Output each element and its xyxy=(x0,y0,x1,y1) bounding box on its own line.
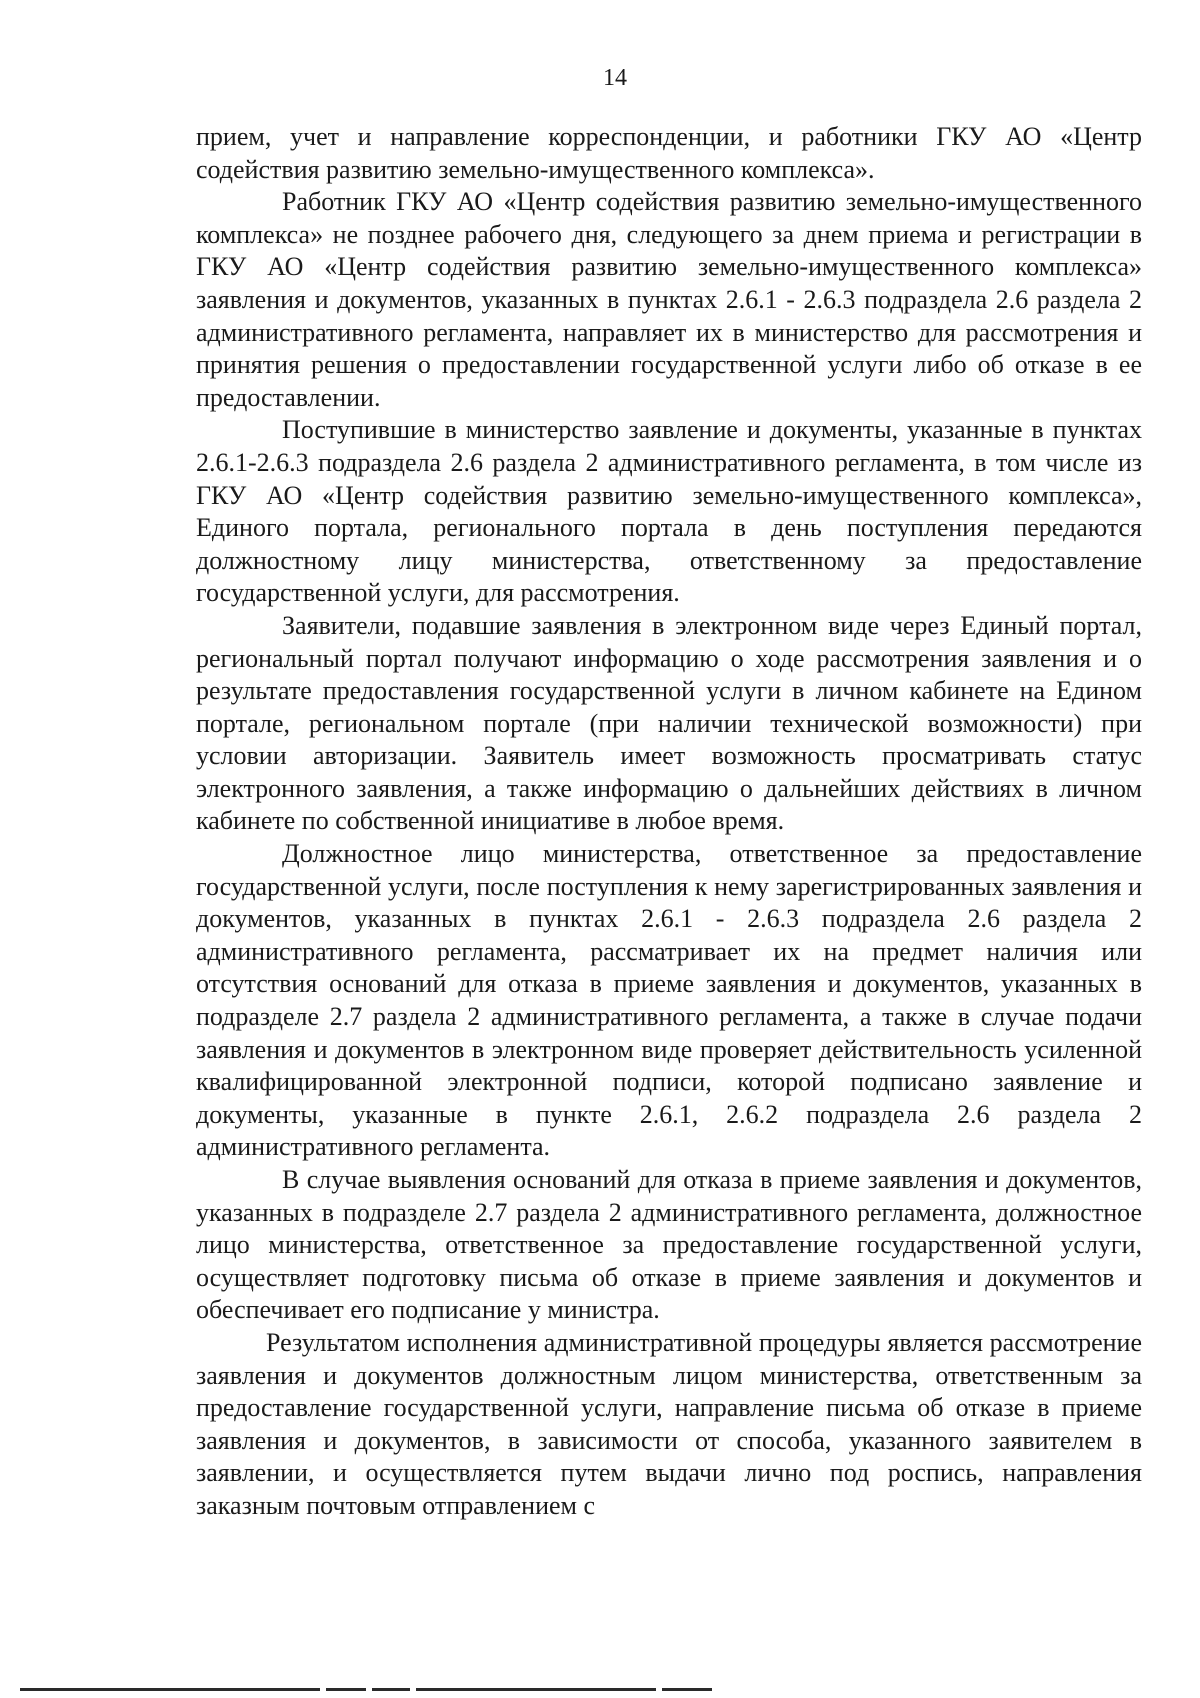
paragraph-7: Результатом исполнения административной процедуры является рассмотрение заявления и документов должностным лицом министерства, ответственным за предоставление государственной услуги, направление письма об отказе в приеме заявления и документов, в зависимости от способа, указанного заявителем в заявлении, и осуществляется путем выдачи лично под роспись, направления заказным почтовым отправлением с xyxy=(196,1327,1142,1520)
paragraph-6: В случае выявления оснований для отказа в приеме заявления и документов, указанных в подразделе 2.7 раздела 2 административного регламента, должностное лицо министерства, ответственное за предоставление государственной услуги, осуществляет подготовку письма об отказе в приеме заявления и документов и обеспечивает его подписание у министра. xyxy=(196,1165,1142,1325)
scan-edge-line xyxy=(20,1688,740,1691)
document-body xyxy=(196,121,1142,1523)
paragraph-2: Работник ГКУ АО «Центр содействия развитию земельно-имущественного комплекса» не позднее рабочего дня, следующего за днем приема и регистрации в ГКУ АО «Центр содействия развитию земельно-имущественного комплекса» заявления и документов, указанных в пунктах 2.6.1 - 2.6.3 подраздела 2.6 раздела 2 административного регламента, направляет их в министерство для рассмотрения и принятия решения о предоставлении государственной услуги либо об отказе в ее предоставлении. xyxy=(196,187,1142,412)
paragraph-5: Должностное лицо министерства, ответственное за предоставление государственной услуги, после поступления к нему зарегистрированных заявления и документов, указанных в пунктах 2.6.1 - 2.6.3 подраздела 2.6 раздела 2 административного регламента, рассматривает их на предмет наличия или отсутствия оснований для отказа в приеме заявления и документов, указанных в подразделе 2.7 раздела 2 административного регламента, а также в случае подачи заявления и документов в электронном виде проверяет действительность усиленной квалифицированной электронной подписи, которой подписано заявление и документы, указанные в пункте 2.6.1, 2.6.2 подраздела 2.6 раздела 2 административного регламента. xyxy=(196,839,1142,1162)
paragraph-3: Поступившие в министерство заявление и документы, указанные в пунктах 2.6.1-2.6.3 подраздела 2.6 раздела 2 административного регламента, в том числе из ГКУ АО «Центр содействия развитию земельно-имущественного комплекса», Единого портала, регионального портала в день поступления передаются должностному лицу министерства, ответственному за предоставление государственной услуги, для рассмотрения. xyxy=(196,415,1142,608)
page-number: 14 xyxy=(603,65,627,91)
paragraph-1: прием, учет и направление корреспонденции, и работники ГКУ АО «Центр содействия развитию земельно-имущественного комплекса». xyxy=(196,122,1142,184)
paragraph-4: Заявители, подавшие заявления в электронном виде через Единый портал, региональный портал получают информацию о ходе рассмотрения заявления и о результате предоставления государственной услуги в личном кабинете на Едином портале, региональном портале (при наличии технической возможности) при условии авторизации. Заявитель имеет возможность просматривать статус электронного заявления, а также информацию о дальнейших действиях в личном кабинете по собственной инициативе в любое время. xyxy=(196,610,1142,836)
